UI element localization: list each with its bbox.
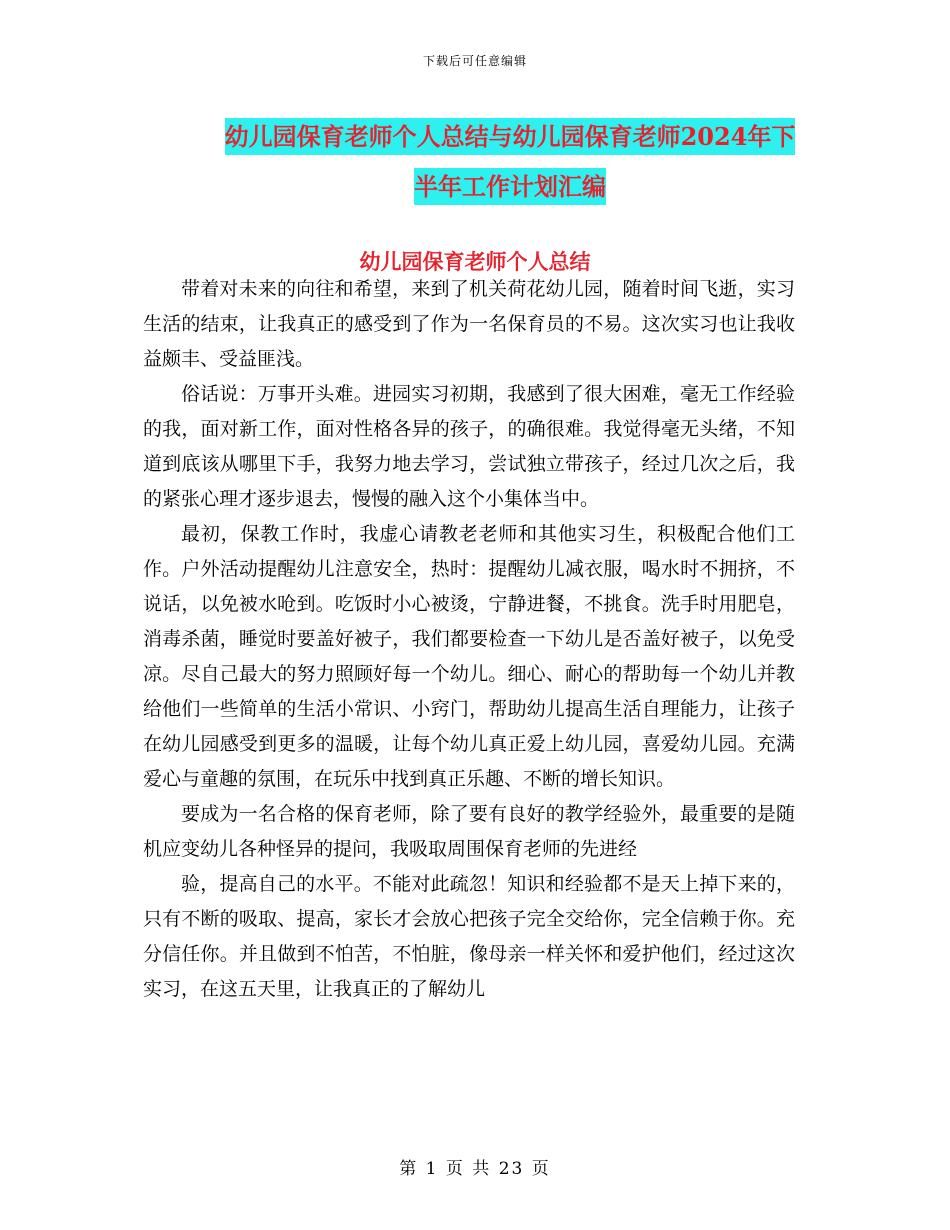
paragraph: 要成为一名合格的保育老师，除了要有良好的教学经验外，最重要的是随机应变幼儿各种怪异的提问，我吸取周围保育老师的先进经 bbox=[143, 803, 795, 860]
section-title: 幼儿园保育老师个人总结 bbox=[359, 249, 591, 274]
paragraph: 验，提高自己的水平。不能对此疏忽！知识和经验都不是天上掉下来的，只有不断的吸取、提高，家长才会放心把孩子完全交给你，完全信赖于你。充分信任你。并且做到不怕苦，不怕脏，像母亲一样关怀和爱护他们，经过这次实习，在这五天里，让我真正的了解幼儿 bbox=[143, 873, 795, 1000]
body-text bbox=[143, 272, 795, 1007]
document-title bbox=[190, 112, 830, 212]
paragraph: 带着对未来的向往和希望，来到了机关荷花幼儿园，随着时间飞逝，实习生活的结束，让我真正的感受到了作为一名保育员的不易。这次实习也让我收益颇丰、受益匪浅。 bbox=[143, 278, 795, 370]
title-line-2: 半年工作计划汇编 bbox=[414, 168, 606, 205]
paragraph: 俗话说：万事开头难。进园实习初期，我感到了很大困难，毫无工作经验的我，面对新工作，面对性格各异的孩子，的确很难。我觉得毫无头绪，不知道到底该从哪里下手，我努力地去学习，尝试独立带孩子，经过几次之后，我的紧张心理才逐步退去，慢慢的融入这个小集体当中。 bbox=[143, 383, 795, 510]
paragraph: 最初，保教工作时，我虚心请教老老师和其他实习生，积极配合他们工作。户外活动提醒幼儿注意安全，热时：提醒幼儿减衣服，喝水时不拥挤，不说话，以免被水呛到。吃饭时小心被烫，宁静进餐，不挑食。洗手时用肥皂，消毒杀菌，睡觉时要盖好被子，我们都要检查一下幼儿是否盖好被子，以免受凉。尽自己最大的努力照顾好每一个幼儿。细心、耐心的帮助每一个幼儿并教给他们一些简单的生活小常识、小窍门，帮助幼儿提高生活自理能力，让孩子在幼儿园感受到更多的温暖，让每个幼儿真正爱上幼儿园，喜爱幼儿园。充满爱心与童趣的氛围，在玩乐中找到真正乐趣、不断的增长知识。 bbox=[143, 523, 795, 790]
title-line-1: 幼儿园保育老师个人总结与幼儿园保育老师2024年下 bbox=[225, 118, 796, 155]
header-note: 下载后可任意编辑 bbox=[422, 54, 527, 68]
page-number-footer: 第 1 页 共 23 页 bbox=[399, 1159, 551, 1179]
